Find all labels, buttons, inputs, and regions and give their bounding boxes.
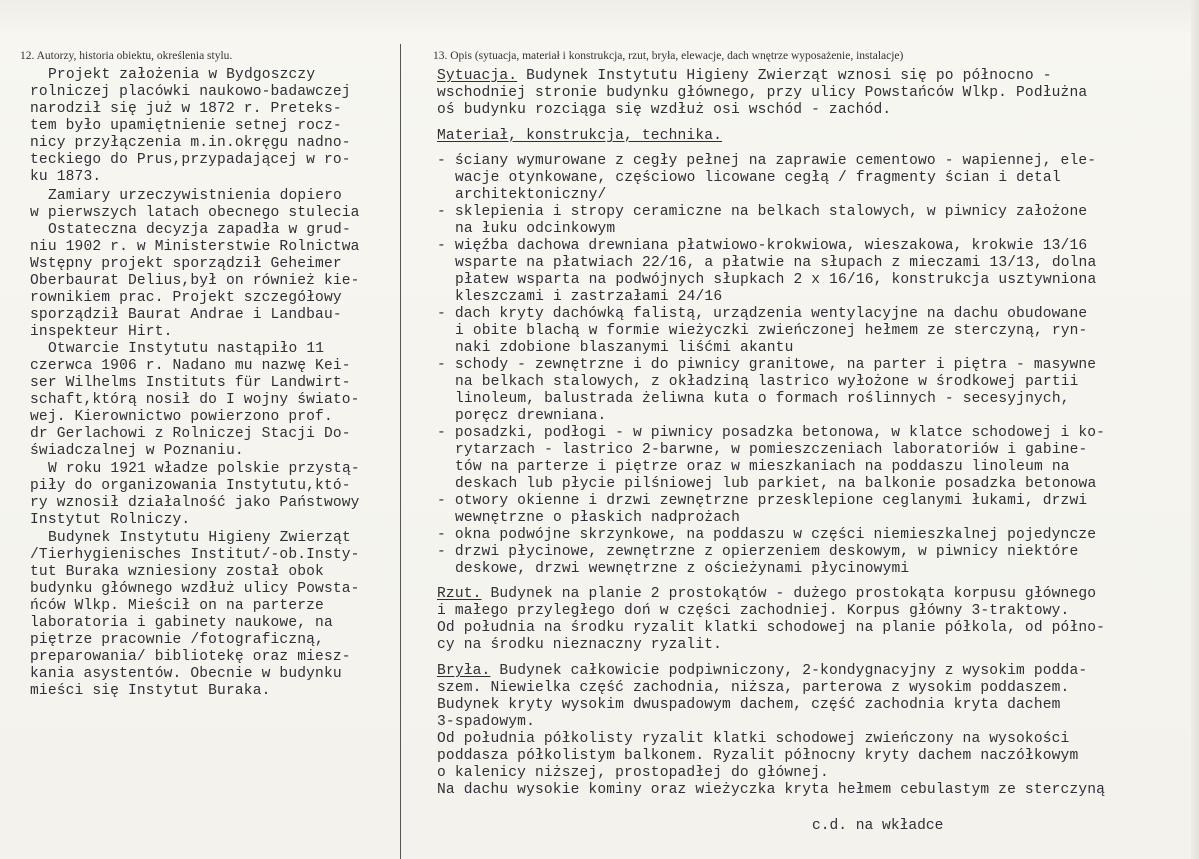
- left-line: kania asystentów. Obecnie w budynku: [30, 666, 342, 682]
- left-line: ńców Wlkp. Mieścił on na parterze: [30, 598, 324, 614]
- left-line: niu 1902 r. w Ministerstwie Rolnictwa: [30, 239, 360, 255]
- right-column-header: 13. Opis (sytuacja, materiał i konstrukcja, rzut, bryła, elewacje, dach wnętrze wyposażenie, instalacje): [433, 50, 904, 62]
- left-line: Budynek Instytutu Higieny Zwierząt: [48, 530, 351, 546]
- material-line: linoleum, balustrada żeliwna kuta o formach roślinnych - secesyjnych,: [455, 391, 1070, 407]
- left-line: świadczalnej w Poznaniu.: [30, 443, 244, 459]
- left-line: Wstępny projekt sporządził Geheimer: [30, 256, 342, 272]
- rzut-title: Rzut.: [437, 586, 482, 602]
- left-line: ry wznosił działalność jako Państwowy: [30, 495, 360, 511]
- left-line: czerwca 1906 r. Nadano mu nazwę Kei-: [30, 358, 351, 374]
- material-line: architektoniczny/: [455, 187, 607, 203]
- material-line: - okna podwójne skrzynkowe, na poddaszu w części niemieszkalnej pojedyncze: [437, 527, 1097, 543]
- sytuacja-line: wschodniej stronie budynku głównego, przy ulicy Powstańców Wlkp. Podłużna: [437, 85, 1088, 101]
- material-line: - drzwi płycinowe, zewnętrzne z opierzeniem deskowym, w piwnicy niektóre: [437, 544, 1079, 560]
- bryla-line: poddasza półkolistym balkonem. Ryzalit północny kryty dachem naczółkowym: [437, 748, 1079, 764]
- sytuacja-text: Budynek Instytutu Higieny Zwierząt wznosi się po północno -: [526, 68, 1052, 84]
- left-line: preparowania/ bibliotekę oraz miesz-: [30, 649, 351, 665]
- bryla-line: Budynek kryty wysokim dwuspadowym dachem, część zachodnia kryta dachem: [437, 697, 1061, 713]
- left-line: /Tierhygienisches Institut/-ob.Insty-: [30, 547, 360, 563]
- left-line: Ostateczna decyzja zapadła w grud-: [48, 222, 351, 238]
- sytuacja-title: Sytuacja.: [437, 68, 518, 84]
- material-line: - ściany wymurowane z cegły pełnej na zaprawie cementowo - wapiennej, ele-: [437, 153, 1097, 169]
- bryla-line: Od południa półkolisty ryzalit klatki schodowej zwieńczony na wysokości: [437, 731, 1070, 747]
- sytuacja-line: oś budynku rozciąga się wzdłuż osi wschód - zachód.: [437, 102, 892, 118]
- rzut-line: cy na środku nieznaczny ryzalit.: [437, 637, 723, 653]
- rzut-line: i małego przyległego doń w części zachodniej. Korpus główny 3-traktowy.: [437, 603, 1070, 619]
- left-line: W roku 1921 władze polskie przystą-: [48, 461, 360, 477]
- bryla-line: 3-spadowym.: [437, 714, 535, 730]
- left-line: tem było upamiętnienie setnej rocz-: [30, 118, 342, 134]
- card-top-edge: [0, 0, 1199, 34]
- bryla-line: [437, 663, 1087, 680]
- material-line: - otwory okienne i drzwi zewnętrzne przesklepione ceglanymi łukami, drzwi: [437, 493, 1088, 509]
- bryla-line: szem. Niewielka część zachodnia, niższa, parterowa z wysokim poddaszem.: [437, 680, 1070, 696]
- left-line: ku 1873.: [30, 169, 102, 185]
- bryla-line: Na dachu wysokie kominy oraz wieżyczka kryta hełmem cebulastym ze sterczyną: [437, 782, 1106, 798]
- material-line: na belkach stalowych, z okładziną lastrico wyłożone w środkowej partii: [455, 374, 1079, 390]
- rzut-line: Od południa na środku ryzalit klatki schodowej na planie półkola, od półno-: [437, 620, 1106, 636]
- left-line: w pierwszych latach obecnego stulecia: [30, 205, 360, 221]
- left-line: tut Buraka wzniesiony został obok: [30, 564, 324, 580]
- left-line: schaft,którą nosił do I wojny świato-: [30, 392, 360, 408]
- left-line: Oberbaurat Delius,był on również kie-: [30, 273, 360, 289]
- left-line: laboratoria i gabinety naukowe, na: [30, 615, 333, 631]
- left-line: piły do organizowania Instytutu,któ-: [30, 478, 351, 494]
- left-line: piętrze pracownie /fotograficzną,: [30, 632, 324, 648]
- material-line: wewnętrzne o płaskich nadprożach: [455, 510, 741, 526]
- material-line: tów na parterze i piętrze oraz w mieszkaniach na poddaszu linoleum na: [455, 459, 1070, 475]
- column-divider: [400, 44, 401, 859]
- left-line: mieści się Instytut Buraka.: [30, 683, 271, 699]
- bryla-title: Bryła.: [437, 663, 491, 679]
- material-line: - posadzki, podłogi - w piwnicy posadzka betonowa, w klatce schodowej i ko-: [437, 425, 1106, 441]
- left-line: dr Gerlachowi z Rolniczej Stacji Do-: [30, 426, 351, 442]
- left-line: inspekteur Hirt.: [30, 324, 173, 340]
- left-line: sporządził Baurat Andrae i Landbau-: [30, 307, 342, 323]
- bryla-text: Budynek całkowicie podpiwniczony, 2-kondygnacyjny z wysokim podda-: [499, 663, 1088, 679]
- continuation-note: c.d. na wkładce: [812, 818, 944, 834]
- rzut-line: [437, 586, 1096, 603]
- card-right-edge: [1191, 0, 1199, 859]
- material-line: - więźba dachowa drewniana płatwiowo-krokwiowa, wieszakowa, krokwie 13/16: [437, 238, 1088, 254]
- material-line: deskowe, drzwi wewnętrzne z ościeżynami płycinowymi: [455, 561, 910, 577]
- rzut-text: Budynek na planie 2 prostokątów - dużego prostokąta korpusu głównego: [490, 586, 1097, 602]
- material-line: rytarzach - lastrico 2-barwne, w pomieszczeniach laboratoriów i gabine-: [455, 442, 1088, 458]
- material-line: kleszczami i zastrzałami 24/16: [455, 289, 723, 305]
- left-line: Otwarcie Instytutu nastąpiło 11: [48, 341, 325, 357]
- left-column-header: 12. Autorzy, historia obiektu, określenia stylu.: [20, 50, 233, 62]
- left-line: ser Wilhelms Instituts für Landwirt-: [30, 375, 351, 391]
- material-line: na łuku odcinkowym: [455, 221, 616, 237]
- material-line: płatew wsparta na podwójnych słupkach 2 x 16/16, konstrukcja usztywniona: [455, 272, 1097, 288]
- material-line: - sklepienia i stropy ceramiczne na belkach stalowych, w piwnicy założone: [437, 204, 1088, 220]
- sytuacja-line: [437, 68, 1052, 85]
- material-line: wsparte na płatwiach 22/16, a płatwie na słupach z mieczami 13/13, dolna: [455, 255, 1097, 271]
- material-line: naki zdobione blaszanymi liśćmi akantu: [455, 340, 794, 356]
- material-line: wacje otynkowane, częściowo licowane cegłą / fragmenty ścian i detal: [455, 170, 1061, 186]
- left-line: budynku głównego wzdłuż ulicy Powsta-: [30, 581, 360, 597]
- bryla-line: o kalenicy niższej, prostopadłej do głównej.: [437, 765, 829, 781]
- left-line: Zamiary urzeczywistnienia dopiero: [48, 188, 342, 204]
- material-line: poręcz drewniana.: [455, 408, 607, 424]
- left-line: narodził się już w 1872 r. Preteks-: [30, 101, 342, 117]
- material-line: - schody - zewnętrzne i do piwnicy granitowe, na parter i piętra - masywne: [437, 357, 1097, 373]
- material-line: - dach kryty dachówką falistą, urządzenia wentylacyjne na dachu obudowane: [437, 306, 1088, 322]
- left-line: Projekt założenia w Bydgoszczy: [48, 67, 316, 83]
- left-line: wej. Kierownictwo powierzono prof.: [30, 409, 333, 425]
- left-line: teckiego do Prus,przypadającej w ro-: [30, 152, 351, 168]
- material-title: Materiał, konstrukcja, technika.: [437, 128, 723, 144]
- left-line: Instytut Rolniczy.: [30, 512, 191, 528]
- material-line: deskach lub płycie pilśniowej lub parkiet, na balkonie posadzka betonowa: [455, 476, 1097, 492]
- left-line: nicy przyłączenia m.in.okręgu nadno-: [30, 135, 351, 151]
- left-line: rolniczej placówki naukowo-badawczej: [30, 84, 351, 100]
- left-line: rownikiem prac. Projekt szczegółowy: [30, 290, 342, 306]
- material-line: i obite blachą w formie wieżyczki zwieńczonej hełmem ze sterczyną, ryn-: [455, 323, 1088, 339]
